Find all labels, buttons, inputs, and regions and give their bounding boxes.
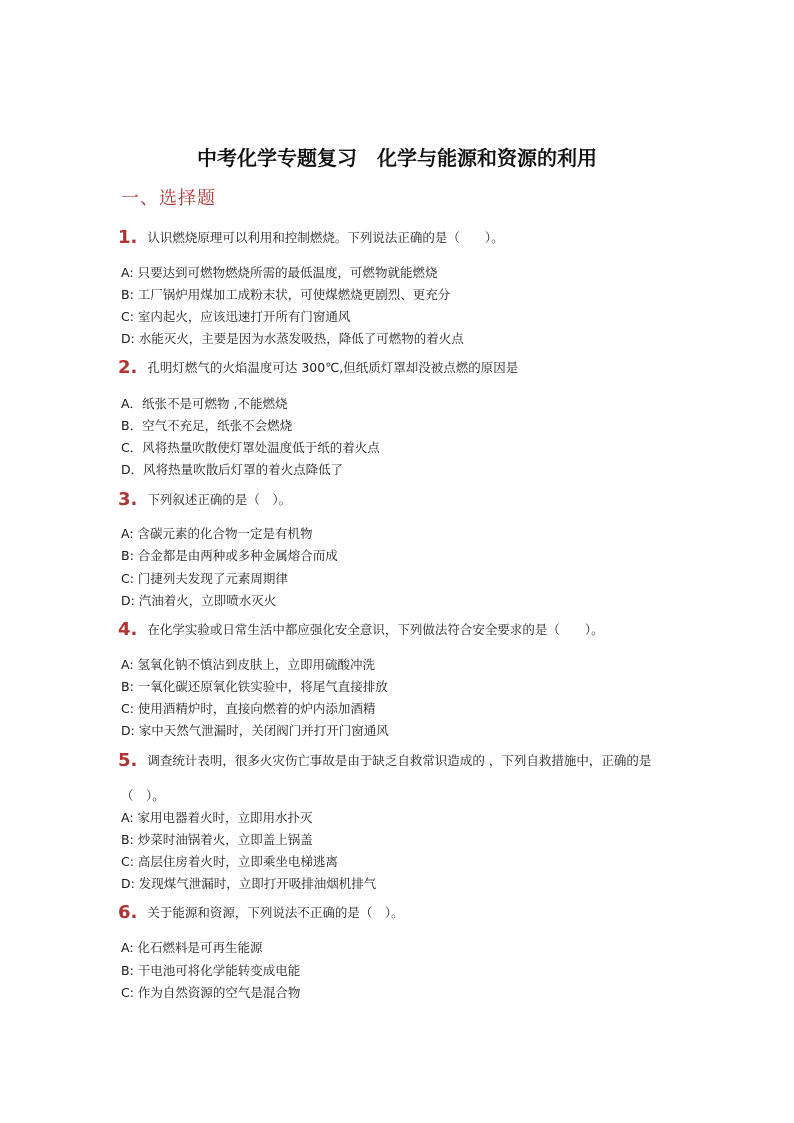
option-d: D: 发现煤气泄漏时，立即打开吸排油烟机排气 bbox=[121, 876, 377, 891]
option-a: A: 家用电器着火时，立即用水扑灭 bbox=[121, 810, 313, 825]
option-b: B: 合金都是由两种或多种金属熔合而成 bbox=[121, 548, 338, 563]
option-b: B: 炒菜时油锅着火，立即盖上锅盖 bbox=[121, 832, 313, 847]
option-b: B: 工厂锅炉用煤加工成粉末状，可使煤燃烧更剧烈、更充分 bbox=[121, 287, 451, 302]
option-b: B: 一氧化碳还原氧化铁实验中，将尾气直接排放 bbox=[121, 679, 388, 694]
question-number: 6. bbox=[118, 902, 138, 923]
option-a: A．纸张不是可燃物 ,不能燃烧 bbox=[121, 396, 288, 411]
question-1 bbox=[118, 227, 504, 248]
question-text: 下列叙述正确的是（ ）。 bbox=[147, 492, 292, 507]
option-c: C: 使用酒精炉时，直接向燃着的炉内添加酒精 bbox=[121, 701, 376, 716]
question-text: 在化学实验或日常生活中都应强化安全意识，下列做法符合安全要求的是（ ）。 bbox=[147, 622, 604, 637]
question-number: 2. bbox=[118, 357, 138, 378]
option-b: B．空气不充足，纸张不会燃烧 bbox=[121, 418, 293, 433]
page-title: 中考化学专题复习 化学与能源和资源的利用 bbox=[197, 146, 597, 170]
option-c: C: 室内起火，应该迅速打开所有门窗通风 bbox=[121, 309, 351, 324]
question-text: 认识燃烧原理可以利用和控制燃烧。下列说法正确的是（ ）。 bbox=[147, 230, 504, 245]
option-d: D．风将热量吹散后灯罩的着火点降低了 bbox=[121, 462, 344, 477]
question-text: 孔明灯燃气的火焰温度可达 300℃,但纸质灯罩却没被点燃的原因是 bbox=[147, 360, 519, 375]
option-c: C．风将热量吹散使灯罩处温度低于纸的着火点 bbox=[121, 440, 380, 455]
question-continuation: （ ）。 bbox=[121, 788, 165, 803]
option-c: C: 门捷列夫发现了元素周期律 bbox=[121, 571, 288, 586]
question-4 bbox=[118, 619, 604, 640]
option-a: A: 含碳元素的化合物一定是有机物 bbox=[121, 526, 313, 541]
option-c: C: 高层住房着火时，立即乘坐电梯逃离 bbox=[121, 854, 338, 869]
option-a: A: 氢氧化钠不慎沾到皮肤上，立即用硫酸冲洗 bbox=[121, 657, 376, 672]
question-3 bbox=[118, 489, 291, 510]
option-d: D: 水能灭火，主要是因为水蒸发吸热，降低了可燃物的着火点 bbox=[121, 331, 464, 346]
section-heading: 一、选择题 bbox=[121, 188, 216, 209]
option-d: D: 家中天然气泄漏时，关闭阀门并打开门窗通风 bbox=[121, 723, 389, 738]
question-2 bbox=[118, 357, 518, 378]
question-5 bbox=[118, 750, 651, 771]
question-number: 3. bbox=[118, 489, 138, 510]
option-b: B: 干电池可将化学能转变成电能 bbox=[121, 963, 301, 978]
question-number: 1. bbox=[118, 227, 138, 248]
question-number: 5. bbox=[118, 750, 138, 771]
option-d: D: 汽油着火，立即喷水灭火 bbox=[121, 593, 277, 608]
question-6 bbox=[118, 902, 404, 923]
question-text: 调查统计表明，很多火灾伤亡事故是由于缺乏自救常识造成的 ，下列自救措施中，正确的是 bbox=[147, 753, 652, 768]
question-number: 4. bbox=[118, 619, 138, 640]
option-a: A: 只要达到可燃物燃烧所需的最低温度，可燃物就能燃烧 bbox=[121, 265, 438, 280]
question-text: 关于能源和资源，下列说法不正确的是（ ）。 bbox=[147, 905, 404, 920]
option-c: C: 作为自然资源的空气是混合物 bbox=[121, 985, 301, 1000]
option-a: A: 化石燃料是可再生能源 bbox=[121, 940, 263, 955]
